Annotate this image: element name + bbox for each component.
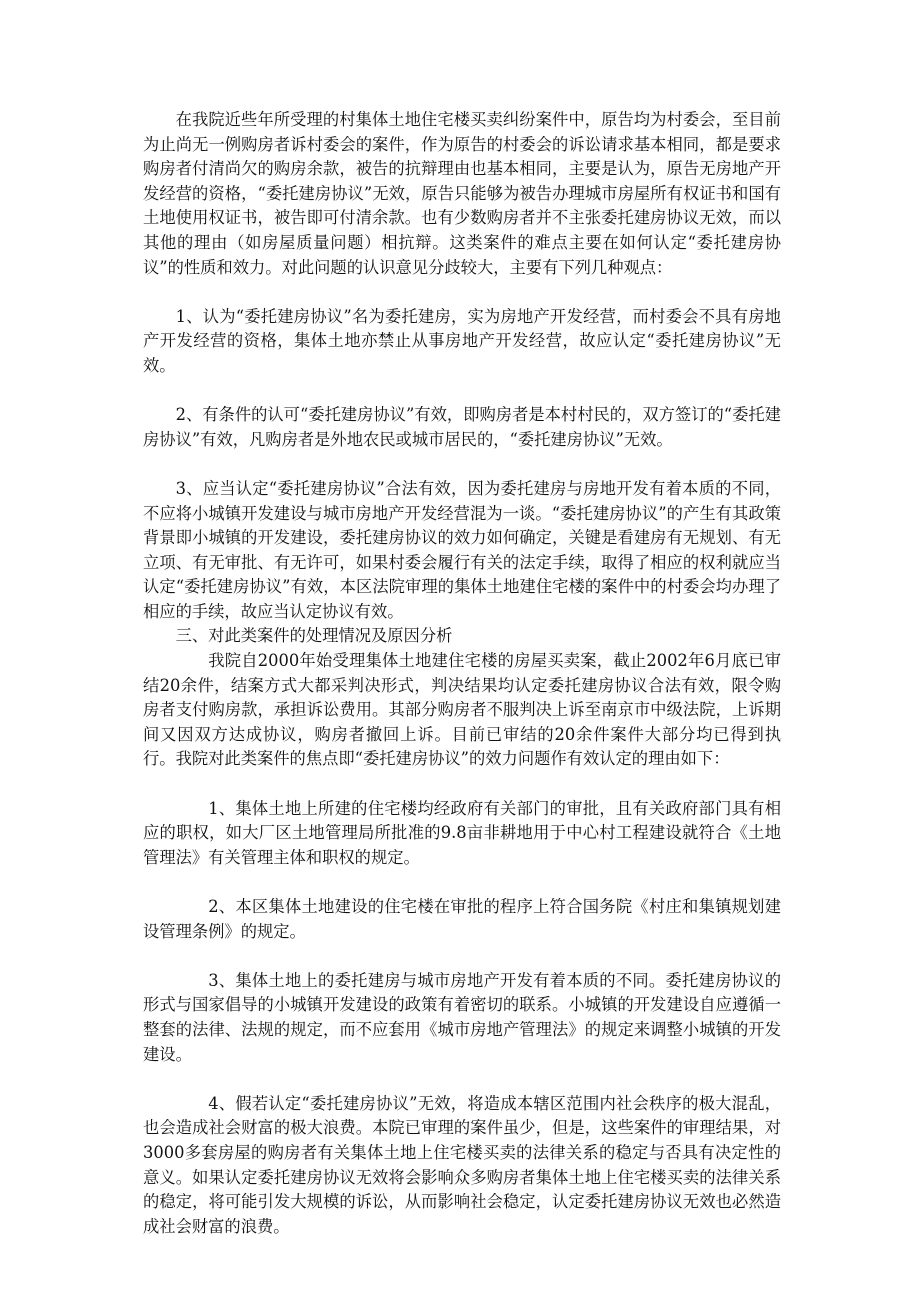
paragraph-reason-2: 2、本区集体土地建设的住宅楼在审批的程序上符合国务院《村庄和集镇规划建设管理条例》的规定。 — [143, 897, 781, 941]
paragraph-gap — [143, 944, 781, 969]
paragraph-gap — [143, 452, 781, 477]
document-body — [143, 108, 781, 1239]
section-heading: 三、对此类案件的处理情况及原因分析 — [175, 626, 453, 646]
paragraph-view-2: 2、有条件的认可“委托建房协议”有效，即购房者是本村村民的，双方签订的“委托建房协议”有效，凡购房者是外地农民或城市居民的，“委托建房协议”无效。 — [143, 405, 781, 449]
paragraph-reason-4: 4、假若认定“委托建房协议”无效，将造成本辖区范围内社会秩序的极大混乱，也会造成社会财富的极大浪费。本院已审理的案件虽少，但是，这些案件的审理结果，对3000多套房屋的购房者有关集体土地上住宅楼买卖的法律关系的稳定与否具有决定性的意义。如果认定委托建房协议无效将会影响众多购房者集体土地上住宅楼买卖的法律关系的稳定，将可能引发大规模的诉讼，从而影响社会稳定，认定委托建房协议无效也必然造成社会财富的浪费。 — [143, 1093, 781, 1236]
paragraph-gap — [143, 379, 781, 404]
paragraph-gap — [143, 280, 781, 305]
paragraph-intro: 在我院近些年所受理的村集体土地住宅楼买卖纠纷案件中，原告均为村委会，至目前为止尚无一例购房者诉村委会的案件，作为原告的村委会的诉讼请求基本相同，都是要求购房者付清尚欠的购房余款，被告的抗辩理由也基本相同，主要是认为，原告无房地产开发经营的资格，“委托建房协议”无效，原告只能够为被告办理城市房屋所有权证书和国有土地使用权证书，被告即可付清余款。也有少数购房者并不主张委托建房协议无效，而以其他的理由（如房屋质量问题）相抗辩。这类案件的难点主要在如何认定“委托建房协议”的性质和效力。对此问题的认识意见分歧较大，主要有下列几种观点： — [143, 110, 781, 277]
paragraph-reason-3: 3、集体土地上的委托建房与城市房地产开发有着本质的不同。委托建房协议的形式与国家倡导的小城镇开发建设的政策有着密切的联系。小城镇的开发建设自应遵循一整套的法律、法规的规定，而不应套用《城市房地产管理法》的规定来调整小城镇的开发建设。 — [143, 970, 781, 1064]
paragraph-view-3: 3、应当认定“委托建房协议”合法有效，因为委托建房与房地开发有着本质的不同，不应将小城镇开发建设与城市房地产开发经营混为一谈。“委托建房协议”的产生有其政策背景即小城镇的开发建设，委托建房协议的效力如何确定，关键是看建房有无规划、有无立项、有无审批、有无许可，如果村委会履行有关的法定手续，取得了相应的权利就应当认定“委托建房协议”有效，本区法院审理的集体土地建住宅楼的案件中的村委会均办理了相应的手续，故应当认定协议有效。 — [143, 478, 781, 621]
paragraph-gap — [143, 870, 781, 895]
paragraph-reason-1: 1、集体土地上所建的住宅楼均经政府有关部门的审批，且有关政府部门具有相应的职权，如大厂区土地管理局所批准的9.8亩非耕地用于中心村工程建设就符合《土地管理法》有关管理主体和职权的规定。 — [143, 798, 781, 867]
paragraph-handling: 我院自2000年始受理集体土地建住宅楼的房屋买卖案，截止2002年6月底已审结20余件，结案方式大都采判决形式，判决结果均认定委托建房协议合法有效，限令购房者支付购房款，承担诉讼费用。其部分购房者不服判决上诉至南京市中级法院，上诉期间又因双方达成协议，购房者撤回上诉。目前已审结的20余件案件大部分均已得到执行。我院对此类案件的焦点即“委托建房协议”的效力问题作有效认定的理由如下： — [143, 651, 781, 769]
paragraph-gap — [143, 772, 781, 797]
paragraph-view-1: 1、认为“委托建房协议”名为委托建房，实为房地产开发经营，而村委会不具有房地产开发经营的资格，集体土地亦禁止从事房地产开发经营，故应认定“委托建房协议”无效。 — [143, 306, 781, 375]
paragraph-gap — [143, 1067, 781, 1092]
